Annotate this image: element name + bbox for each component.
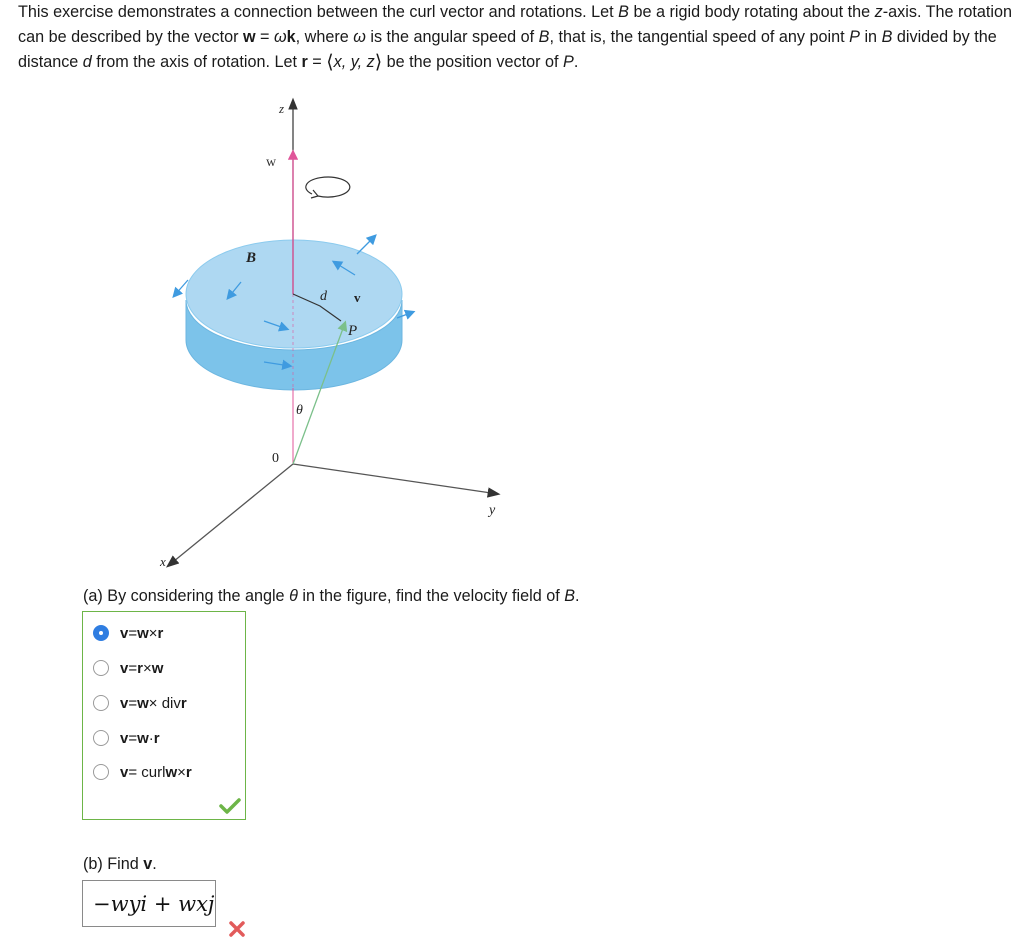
d-label: d	[320, 289, 327, 304]
answer-choices	[82, 611, 246, 820]
problem-statement: This exercise demonstrates a connection between the curl vector and rotations. Let B be a rigid body rotating about the z-axis. The rotation can be described by the vector w = ωk, where ω is the angular speed of B, that is, the tangential speed of any point P in B divided by the distance d from the axis of rotation. Let r = ⟨x, y, z⟩ be the position vector of P.	[18, 3, 1013, 73]
choice-w-dot-r[interactable]: v = w · r	[93, 728, 160, 748]
y-axis	[293, 464, 498, 494]
point-label: P	[348, 323, 358, 339]
y-axis-label: y	[489, 503, 496, 518]
v-label: v	[354, 290, 361, 305]
question-a: (a) By considering the angle θ in the figure, find the velocity field of B.	[83, 587, 580, 605]
choice-r-cross-w[interactable]: v = r × w	[93, 658, 163, 678]
body-label: B	[246, 250, 257, 266]
question-b: (b) Find v.	[83, 855, 157, 873]
rotation-figure	[150, 92, 530, 577]
radio-icon[interactable]	[93, 660, 109, 676]
velocity-arrow	[357, 236, 375, 254]
theta-label: θ	[296, 403, 303, 418]
choice-curl-w-cross-r[interactable]: v = curl w × r	[93, 762, 192, 782]
radio-selected-icon[interactable]	[93, 625, 109, 641]
x-mark-icon	[228, 920, 246, 938]
rotation-arrow	[306, 177, 350, 197]
answer-input[interactable]	[82, 880, 216, 927]
radio-icon[interactable]	[93, 730, 109, 746]
w-label: w	[266, 155, 277, 170]
radio-icon[interactable]	[93, 695, 109, 711]
x-axis	[168, 464, 293, 566]
checkmark-icon	[219, 798, 241, 814]
choice-w-cross-r[interactable]: v = w × r	[93, 623, 163, 643]
x-axis-label: x	[160, 554, 166, 569]
origin-label: 0	[272, 451, 279, 466]
choice-w-cross-div-r[interactable]: v = w × div r	[93, 693, 187, 713]
radio-icon[interactable]	[93, 764, 109, 780]
z-axis-label: z	[279, 101, 285, 116]
answer-value: −wyi + wxj	[93, 891, 215, 916]
